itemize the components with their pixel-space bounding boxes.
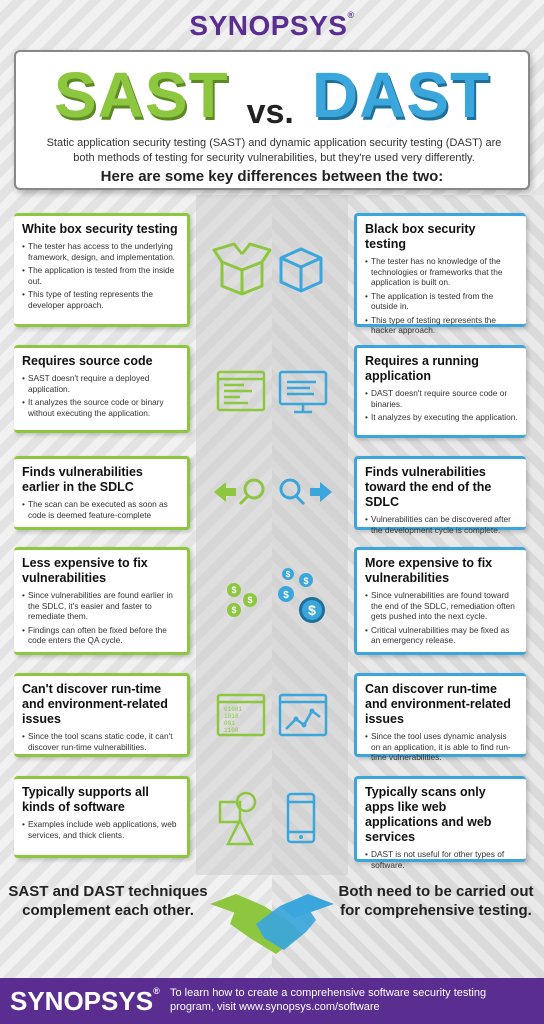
magnifier-left-arrow-icon [212, 476, 270, 508]
phone-icon [286, 792, 316, 844]
monitor-icon [278, 370, 328, 414]
svg-text:$: $ [285, 570, 291, 579]
svg-text:001: 001 [224, 720, 235, 727]
bullet: • This type of testing represents the developer approach. [22, 289, 179, 310]
handshake-icon [206, 884, 338, 960]
svg-text:$: $ [283, 590, 289, 601]
bullet: • It analyzes the source code or binary without executing the application. [22, 397, 179, 418]
bullet: • It analyzes by executing the application. [365, 412, 518, 423]
card-title: Less expensive to fix vulnerabilities [22, 556, 148, 585]
small-coins-icon [222, 582, 262, 618]
intro-text: Static application security testing (SAST) and dynamic application security testing (DAST) are both methods of testing for security vulnerabilities, but they're used very differently. [46, 137, 502, 164]
bottom-right-text: Both need to be carried out for comprehensive testing. [338, 883, 534, 919]
svg-text:$: $ [247, 595, 253, 605]
svg-text:1010: 1010 [224, 713, 239, 720]
card-white-box [14, 213, 190, 327]
bullet: • Vulnerabilities can be discovered after the development cycle is complete. [365, 514, 518, 535]
binary-window-icon [216, 693, 266, 737]
card-supports-all-software [14, 776, 190, 858]
bullet: • Examples include web applications, web services, and thick clients. [22, 819, 179, 840]
svg-text:$: $ [231, 605, 237, 615]
bullet: • This type of testing represents the hacker approach. [365, 315, 518, 336]
key-differences-heading: Here are some key differences between the two: [100, 168, 444, 185]
shapes-icon [216, 790, 266, 846]
svg-text:$: $ [231, 585, 237, 595]
open-box-icon [212, 240, 272, 296]
code-window-icon [216, 370, 266, 412]
magnifier-right-arrow-icon [276, 476, 334, 508]
card-can-discover-runtime [354, 673, 526, 762]
svg-text:01001: 01001 [224, 706, 243, 713]
main-title [16, 58, 528, 132]
bullet: • The application is tested from the outside in. [365, 291, 518, 312]
card-scans-web-apps [354, 776, 526, 870]
bullet: • Findings can often be fixed before the code enters the QA cycle. [22, 625, 179, 646]
graph-window-icon [278, 693, 328, 737]
title-dast: DAST [311, 59, 491, 131]
bullet: • SAST doesn't require a deployed application. [22, 373, 179, 394]
large-coins-icon [274, 566, 326, 626]
card-cant-discover-runtime [14, 673, 190, 757]
bullet: • The tester has access to the underlying framework, design, and implementation. [22, 241, 179, 262]
synopsys-logo-footer[interactable]: SYNOPSYS® [10, 986, 160, 1016]
card-requires-running-app [354, 345, 526, 438]
bullet: • The scan can be executed as soon as code is deemed feature-complete [22, 499, 179, 520]
card-finds-later [354, 456, 526, 535]
card-title: Requires source code [22, 354, 153, 368]
bullet: • Critical vulnerabilities may be fixed as an emergency release. [365, 625, 518, 646]
card-title: Can discover run-time and environment-related issues [365, 682, 511, 726]
title-vs: vs. [246, 93, 294, 132]
svg-text:$: $ [308, 602, 316, 618]
card-title: Can't discover run-time and environment-related issues [22, 682, 168, 726]
bullet: • DAST is not useful for other types of software. [365, 849, 518, 870]
bullet: • The application is tested from the inside out. [22, 265, 179, 286]
bullet: • Since vulnerabilities are found earlier in the SDLC, it's easier and faster to remediate them. [22, 590, 179, 622]
bullet: • Since the tool uses dynamic analysis on an application, it is able to find run-time vulnerabilities. [365, 731, 518, 763]
footer-text[interactable]: To learn how to create a comprehensive software security testing program, visit www.synopsys.com/software [170, 987, 487, 1013]
card-title: Typically scans only apps like web applications and web services [365, 785, 492, 844]
title-sast: SAST [53, 59, 229, 131]
bullet: • Since vulnerabilities are found toward the end of the SDLC, remediation often gets pushed into the next cycle. [365, 590, 518, 622]
card-less-expensive [14, 547, 190, 655]
card-title: White box security testing [22, 222, 178, 236]
card-title: Typically supports all kinds of software [22, 785, 149, 814]
card-requires-source-code [14, 345, 190, 433]
svg-text:1100: 1100 [224, 727, 239, 734]
card-title: Finds vulnerabilities earlier in the SDLC [22, 465, 143, 494]
card-black-box [354, 213, 526, 335]
card-finds-earlier [14, 456, 190, 530]
closed-box-icon [278, 246, 324, 294]
card-title: Finds vulnerabilities toward the end of the SDLC [365, 465, 492, 509]
bullet: • Since the tool scans static code, it can't discover run-time vulnerabilities. [22, 731, 179, 752]
bullet: • The tester has no knowledge of the technologies or frameworks that the application is built on. [365, 256, 518, 288]
card-title: More expensive to fix vulnerabilities [365, 556, 493, 585]
card-more-expensive [354, 547, 526, 655]
center-band [196, 195, 348, 875]
bullet: • DAST doesn't require source code or binaries. [365, 388, 518, 409]
card-title: Requires a running application [365, 354, 479, 383]
footer [0, 978, 544, 1024]
svg-text:$: $ [303, 576, 309, 586]
card-title: Black box security testing [365, 222, 476, 251]
bottom-left-text: SAST and DAST techniques complement each other. [8, 883, 208, 919]
synopsys-logo-top[interactable]: SYNOPSYS® [189, 10, 355, 41]
